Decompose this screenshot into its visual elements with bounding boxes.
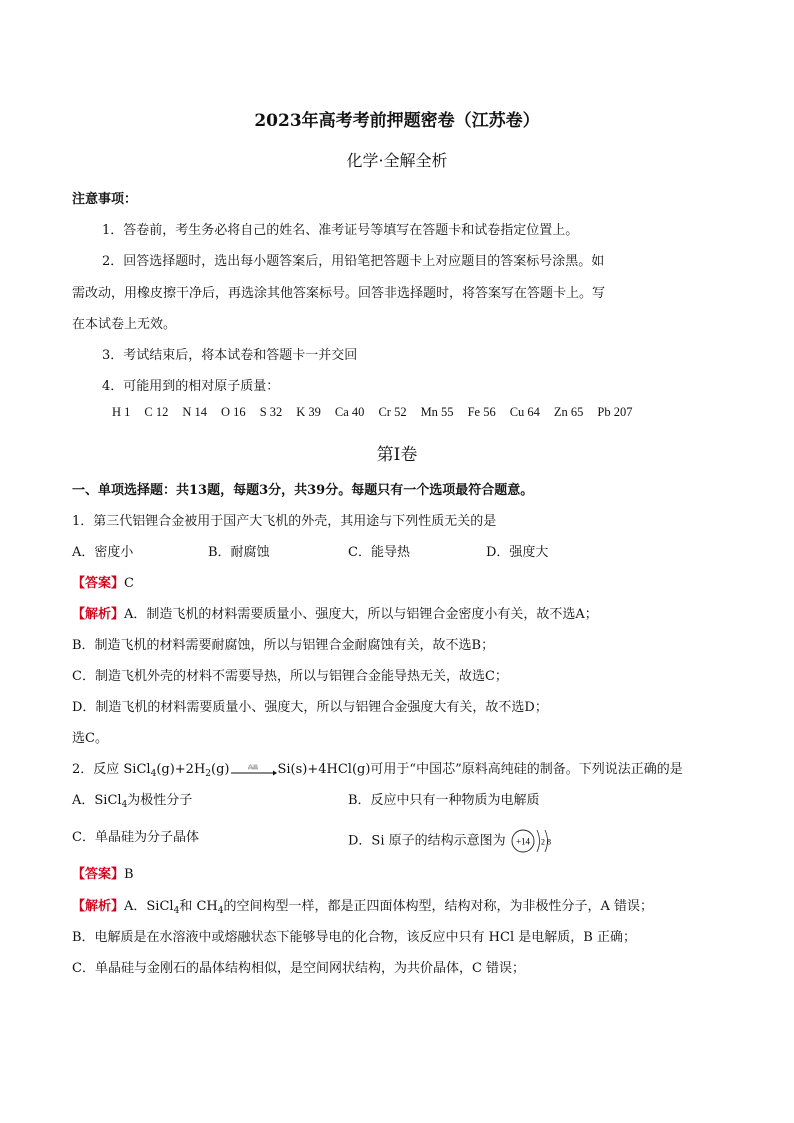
q2-option-d	[348, 826, 560, 856]
q1-option-d: D．强度大	[486, 545, 549, 560]
q2-analysis-1	[72, 895, 653, 916]
atomic-mass: O 16	[221, 405, 246, 419]
atomic-mass: S 32	[259, 405, 283, 419]
q1-conclusion: 选C。	[72, 731, 108, 746]
subscript: 4	[121, 800, 128, 810]
atomic-mass: Fe 56	[467, 405, 496, 419]
q1-analysis-2: B．制造飞机的材料需要耐腐蚀，所以与铝锂合金耐腐蚀有关，故不选B；	[72, 638, 495, 653]
q2-stem	[72, 758, 683, 779]
paper-subtitle: 化学·全解全析	[346, 151, 448, 170]
stem-part: (g)	[211, 762, 230, 777]
subscript: 4	[150, 769, 157, 779]
q2-analysis-3: C．单晶硅与金刚石的晶体结构相似，是空间网状结构，为共价晶体，C 错误；	[72, 961, 526, 976]
paper-title: 2023年高考考前押题密卷（江苏卷）	[254, 111, 540, 131]
q2-answer	[72, 863, 134, 882]
answer-tag: 【答案】	[72, 576, 125, 591]
atomic-mass: Zn 65	[553, 405, 584, 419]
notice-item-2-line3: 在本试卷上无效。	[72, 317, 177, 332]
subscript: 2	[205, 769, 212, 779]
analysis-text: A．制造飞机的材料需要质量小、强度大，所以与铝锂合金密度小有关，故不选A；	[124, 607, 598, 622]
notice-item-4: 4．可能用到的相对原子质量：	[102, 379, 280, 394]
reaction-arrow	[229, 763, 277, 777]
atomic-mass: Pb 207	[597, 405, 633, 419]
atomic-mass: K 39	[296, 405, 321, 419]
option-text: D．Si 原子的结构示意图为	[348, 833, 506, 849]
notice-heading: 注意事项：	[72, 192, 138, 207]
notice-item-2-line2: 需改动，用橡皮擦干净后，再选涂其他答案标号。回答非选择题时，将答案写在答题卡上。写	[72, 286, 606, 301]
analysis-tag: 【解析】	[72, 607, 125, 622]
analysis-part: 和 CH	[179, 899, 218, 914]
q1-answer	[72, 572, 134, 591]
q1-option-b: B．耐腐蚀	[208, 545, 270, 560]
volume-heading: 第Ⅰ卷	[376, 445, 418, 465]
q1-option-c: C．能导热	[348, 545, 410, 560]
stem-part: Si(s)+4HCl(g)可用于“中国芯”原料高纯硅的制备。下列说法正确的是	[277, 762, 683, 777]
stem-part: (g)+2H	[156, 762, 206, 777]
stem-part: 2．反应 SiCl	[72, 762, 151, 777]
q2-option-a	[72, 789, 192, 810]
si-atom-structure-diagram	[510, 826, 560, 856]
analysis-tag: 【解析】	[72, 899, 125, 914]
subscript: 4	[173, 906, 180, 916]
atomic-mass: Cr 52	[378, 405, 407, 419]
atomic-mass: Ca 40	[334, 405, 365, 419]
subscript: 4	[217, 906, 224, 916]
answer-tag: 【答案】	[72, 867, 125, 882]
q2-option-b: B．反应中只有一种物质为电解质	[348, 793, 540, 808]
atomic-mass: H 1	[112, 405, 131, 419]
notice-item-1: 1．答卷前，考生务必将自己的姓名、准考证号等填写在答题卡和试卷指定位置上。	[102, 223, 579, 238]
atom-nucleus-label: +14	[515, 836, 530, 847]
analysis-part: A．SiCl	[124, 899, 174, 914]
reaction-condition: 高温	[248, 764, 259, 771]
answer-value: C	[124, 576, 134, 591]
option-part: A．SiCl	[72, 793, 122, 808]
q1-analysis-1	[72, 603, 598, 622]
q1-option-a: A．密度小	[72, 545, 134, 560]
analysis-part: 的空间构型一样，都是正四面体构型，结构对称，为非极性分子，A 错误；	[223, 899, 653, 914]
q2-analysis-2: B．电解质是在水溶液中或熔融状态下能够导电的化合物，该反应中只有 HCl 是电解质，B 正确；	[72, 930, 636, 945]
atomic-mass: Cu 64	[509, 405, 540, 419]
q2-option-c: C．单晶硅为分子晶体	[72, 830, 199, 845]
q1-analysis-4: D．制造飞机的材料需要质量小、强度大，所以与铝锂合金强度大有关，故不选D；	[72, 700, 548, 715]
atomic-mass-list	[112, 405, 647, 420]
atomic-mass: N 14	[182, 405, 208, 419]
atom-shell-electrons: 2 8	[540, 837, 551, 847]
q1-stem: 1．第三代铝锂合金被用于国产大飞机的外壳，其用途与下列性质无关的是	[72, 514, 497, 529]
q1-analysis-3: C．制造飞机外壳的材料不需要导热，所以与铝锂合金能导热无关，故选C；	[72, 669, 508, 684]
answer-value: B	[124, 867, 134, 882]
atomic-mass: Mn 55	[420, 405, 454, 419]
notice-item-2-line1: 2．回答选择题时，选出每小题答案后，用铅笔把答题卡上对应题目的答案标号涂黑。如	[102, 254, 605, 269]
atomic-mass: C 12	[144, 405, 169, 419]
section-heading: 一、单项选择题：共13题，每题3分，共39分。每题只有一个选项最符合题意。	[72, 483, 534, 498]
notice-item-3: 3．考试结束后，将本试卷和答题卡一并交回	[102, 348, 358, 363]
option-part: 为极性分子	[127, 793, 193, 808]
